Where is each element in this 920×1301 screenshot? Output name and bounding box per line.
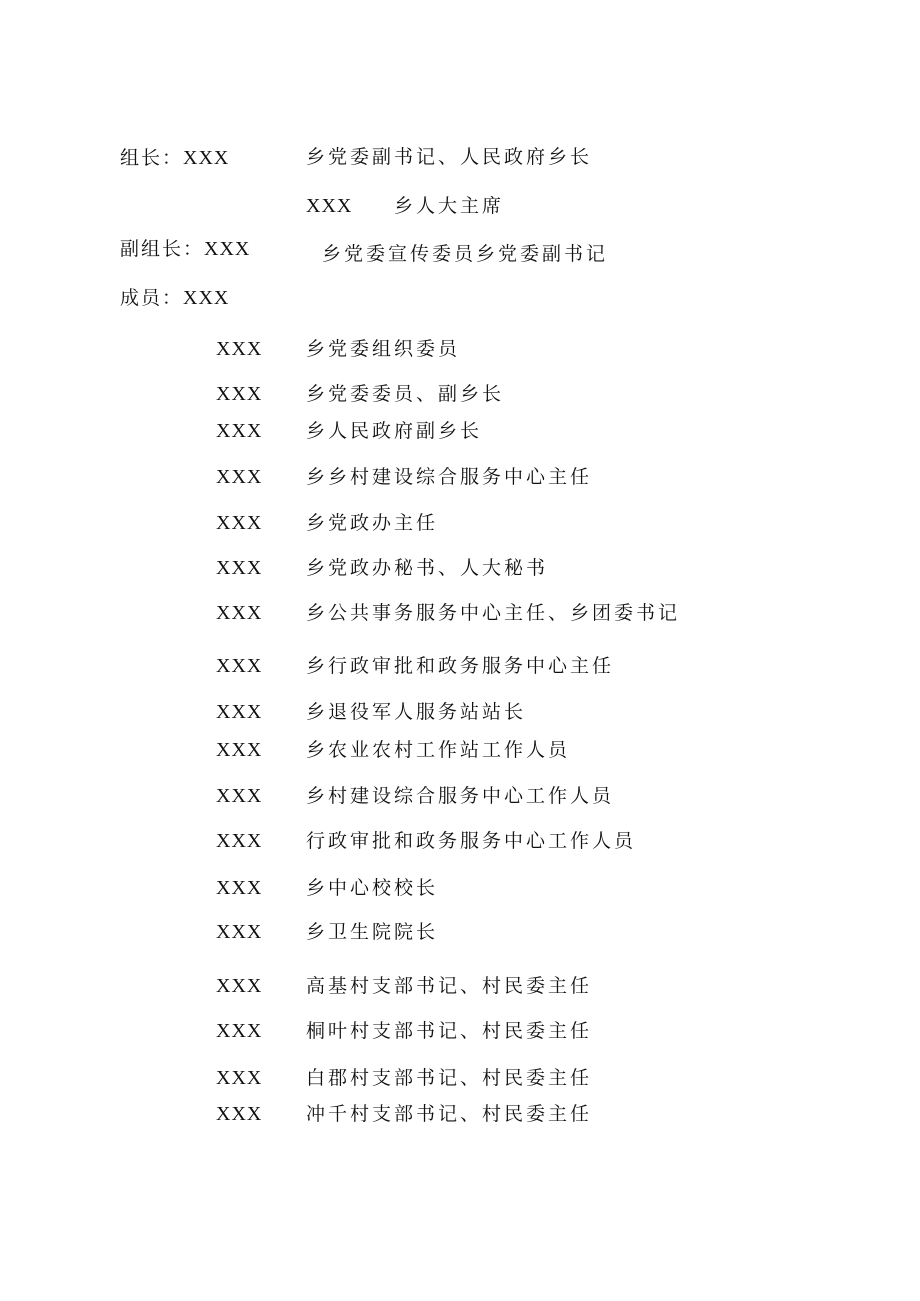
- member-position: 桐叶村支部书记、村民委主任: [306, 1020, 593, 1042]
- member-position: 行政审批和政务服务中心工作人员: [306, 830, 637, 852]
- member-position: 乡党政办秘书、人大秘书: [306, 557, 549, 579]
- member-position: 乡中心校校长: [306, 877, 439, 899]
- deputy-line: [120, 237, 250, 261]
- member-name: XXX: [216, 1020, 263, 1042]
- member-position: 乡村建设综合服务中心工作人员: [306, 785, 615, 807]
- member-name: XXX: [216, 655, 263, 677]
- members-header-name: XXX: [183, 287, 230, 309]
- leader-second-position: 乡人大主席: [394, 195, 505, 217]
- members-header-line: [120, 286, 229, 310]
- member-name: XXX: [216, 383, 263, 405]
- deputy-name: XXX: [204, 238, 251, 260]
- member-position: 乡党政办主任: [306, 512, 439, 534]
- member-name: XXX: [216, 1067, 263, 1089]
- leader-second-name: XXX: [306, 195, 353, 217]
- member-name: XXX: [216, 830, 263, 852]
- deputy-label: 副组长：: [120, 238, 205, 260]
- member-position: 乡退役军人服务站站长: [306, 701, 527, 723]
- member-name: XXX: [216, 739, 263, 761]
- member-name: XXX: [216, 557, 263, 579]
- member-name: XXX: [216, 466, 263, 488]
- leader-line: [120, 146, 229, 170]
- member-name: XXX: [216, 701, 263, 723]
- member-position: 乡党委委员、副乡长: [306, 383, 505, 405]
- member-position: 乡乡村建设综合服务中心主任: [306, 466, 593, 488]
- member-position: 白郡村支部书记、村民委主任: [306, 1067, 593, 1089]
- leader-position: 乡党委副书记、人民政府乡长: [306, 146, 593, 168]
- member-position: 高基村支部书记、村民委主任: [306, 975, 593, 997]
- leader-name: XXX: [183, 147, 230, 169]
- leader-label: 组长：: [120, 147, 184, 169]
- member-position: 乡农业农村工作站工作人员: [306, 739, 571, 761]
- member-name: XXX: [216, 975, 263, 997]
- member-position: 乡卫生院院长: [306, 921, 439, 943]
- member-position: 乡人民政府副乡长: [306, 420, 483, 442]
- members-label: 成员：: [120, 287, 184, 309]
- member-position: 乡党委组织委员: [306, 338, 461, 360]
- member-name: XXX: [216, 921, 263, 943]
- member-name: XXX: [216, 1103, 263, 1125]
- member-position: 冲千村支部书记、村民委主任: [306, 1103, 593, 1125]
- member-name: XXX: [216, 338, 263, 360]
- member-name: XXX: [216, 785, 263, 807]
- member-position: 乡行政审批和政务服务中心主任: [306, 655, 615, 677]
- deputy-position: 乡党委宣传委员乡党委副书记: [322, 243, 609, 265]
- member-name: XXX: [216, 602, 263, 624]
- member-name: XXX: [216, 512, 263, 534]
- member-name: XXX: [216, 420, 263, 442]
- member-position: 乡公共事务服务中心主任、乡团委书记: [306, 602, 681, 624]
- member-name: XXX: [216, 877, 263, 899]
